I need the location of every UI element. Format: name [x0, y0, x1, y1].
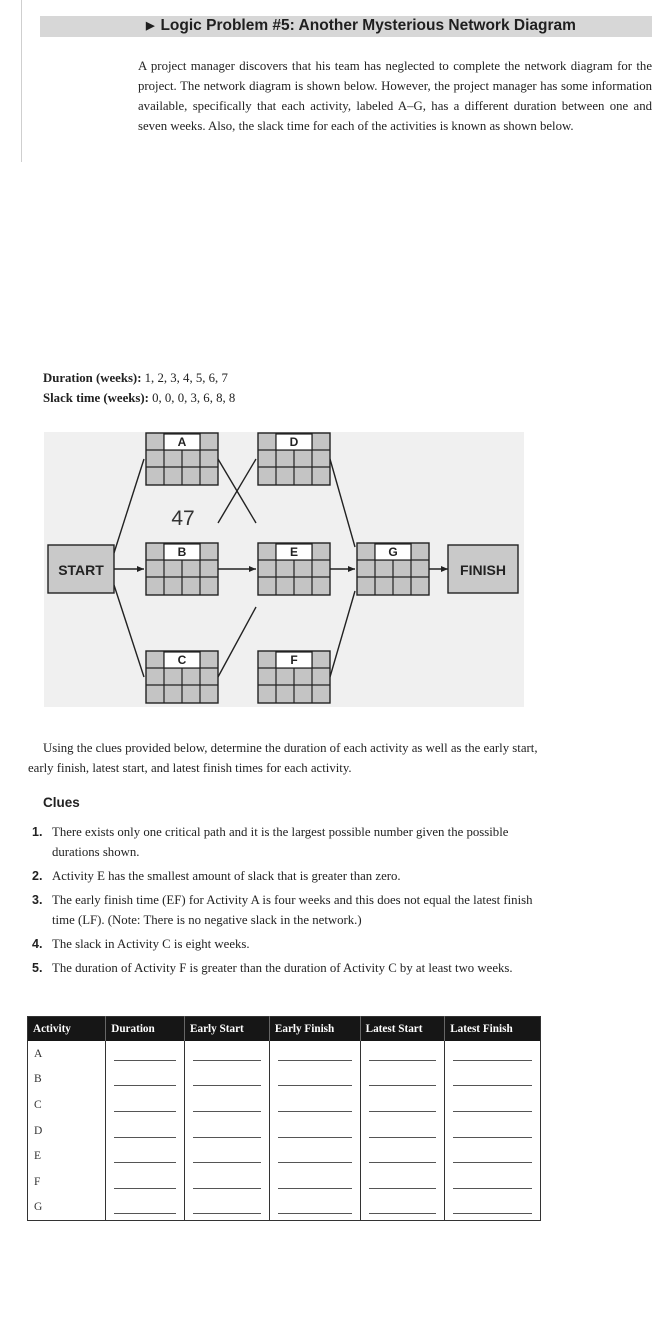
clue-text: There exists only one critical path and it is the largest possible number given the possible durations shown.: [52, 825, 509, 859]
answer-blank[interactable]: [278, 1124, 352, 1138]
activity-cell: B: [34, 1073, 42, 1086]
answer-blank[interactable]: [369, 1200, 437, 1214]
activity-label-b: B: [177, 545, 187, 559]
activity-label-e: E: [289, 545, 299, 559]
answer-cell[interactable]: [360, 1143, 445, 1169]
table-row: [28, 1041, 541, 1067]
column-header: Early Start: [185, 1017, 270, 1042]
question-paragraph: Using the clues provided below, determine the duration of each activity as well as the early start, early finish, latest start, and latest finish times for each activity.: [28, 741, 538, 775]
table-row: [28, 1195, 541, 1221]
answer-cell[interactable]: [106, 1195, 185, 1221]
start-label: START: [58, 562, 104, 578]
answer-blank[interactable]: [369, 1175, 437, 1189]
table-header-row: [28, 1017, 541, 1042]
duration-line: [43, 371, 228, 386]
activity-label-c: C: [177, 653, 187, 667]
column-header: Activity: [28, 1017, 106, 1042]
activity-label-a: A: [177, 435, 187, 449]
answer-cell[interactable]: [445, 1041, 541, 1067]
table-row: [28, 1169, 541, 1195]
answer-cell[interactable]: [360, 1067, 445, 1093]
slack-label: Slack time (weeks):: [43, 391, 149, 405]
slack-values: 0, 0, 0, 3, 6, 8, 8: [152, 391, 236, 405]
answer-cell[interactable]: [185, 1195, 270, 1221]
answer-blank[interactable]: [453, 1047, 532, 1061]
column-header: Duration: [106, 1017, 185, 1042]
answer-blank[interactable]: [114, 1047, 176, 1061]
slack-line: [43, 391, 235, 406]
clue-number: 3.: [32, 893, 43, 907]
activity-node-d: [258, 433, 330, 485]
clues-heading: Clues: [43, 795, 80, 810]
clue-text: Activity E has the smallest amount of slack that is greater than zero.: [52, 869, 401, 883]
answer-cell[interactable]: [269, 1195, 360, 1221]
answer-cell[interactable]: [269, 1118, 360, 1144]
answer-cell[interactable]: [269, 1041, 360, 1067]
answer-blank[interactable]: [369, 1072, 437, 1086]
margin-rule: [21, 0, 22, 162]
table-row: [28, 1067, 541, 1093]
activity-cell: A: [34, 1047, 43, 1060]
duration-values: 1, 2, 3, 4, 5, 6, 7: [144, 371, 228, 385]
answer-cell[interactable]: [185, 1092, 270, 1118]
answer-table: [27, 1016, 541, 1221]
answer-cell[interactable]: [269, 1067, 360, 1093]
clue-number: 1.: [32, 825, 43, 839]
activity-cell: F: [34, 1175, 41, 1188]
duration-label: Duration (weeks):: [43, 371, 142, 385]
clue-text: The slack in Activity C is eight weeks.: [52, 937, 250, 951]
answer-blank[interactable]: [278, 1047, 352, 1061]
answer-blank[interactable]: [193, 1124, 261, 1138]
activity-cell: E: [34, 1150, 42, 1163]
activity-node-b: [146, 543, 218, 595]
clue-item: [32, 866, 542, 886]
activity-node-c: [146, 651, 218, 703]
triangle-bullet-icon: ▶: [146, 20, 155, 32]
answer-cell[interactable]: [360, 1041, 445, 1067]
clue-number: 2.: [32, 869, 43, 883]
finish-label: FINISH: [460, 562, 506, 578]
network-diagram: [44, 432, 524, 707]
answer-cell[interactable]: [185, 1041, 270, 1067]
answer-cell[interactable]: [445, 1143, 541, 1169]
answer-blank[interactable]: [193, 1200, 261, 1214]
activity-cell: C: [34, 1098, 42, 1111]
answer-cell[interactable]: [106, 1041, 185, 1067]
activity-label-f: F: [290, 653, 298, 667]
answer-blank[interactable]: [369, 1124, 437, 1138]
activity-node-a: [146, 433, 218, 485]
clue-number: 5.: [32, 961, 43, 975]
clue-text: The early finish time (EF) for Activity A is four weeks and this does not equal the latest finish time (LF). (Note: There is no negative slack in the network.): [52, 893, 533, 927]
answer-cell[interactable]: [106, 1067, 185, 1093]
activity-node-e: [258, 543, 330, 595]
answer-cell[interactable]: [106, 1143, 185, 1169]
answer-blank[interactable]: [114, 1098, 176, 1112]
answer-blank[interactable]: [278, 1175, 352, 1189]
answer-cell[interactable]: [185, 1118, 270, 1144]
answer-blank[interactable]: [453, 1098, 532, 1112]
answer-blank[interactable]: [369, 1047, 437, 1061]
answer-blank[interactable]: [193, 1072, 261, 1086]
answer-blank[interactable]: [114, 1200, 176, 1214]
answer-cell[interactable]: [106, 1169, 185, 1195]
answer-blank[interactable]: [114, 1175, 176, 1189]
answer-blank[interactable]: [453, 1200, 532, 1214]
answer-cell[interactable]: [185, 1067, 270, 1093]
answer-blank[interactable]: [453, 1175, 532, 1189]
page-title-text: Logic Problem #5: Another Mysterious Network Diagram: [160, 17, 576, 34]
answer-cell[interactable]: [360, 1169, 445, 1195]
answer-cell[interactable]: [445, 1195, 541, 1221]
table-row: [28, 1118, 541, 1144]
answer-cell[interactable]: [185, 1169, 270, 1195]
clue-item: [32, 958, 542, 978]
answer-cell[interactable]: [445, 1092, 541, 1118]
answer-cell[interactable]: [445, 1169, 541, 1195]
column-header: Latest Start: [360, 1017, 445, 1042]
answer-blank[interactable]: [278, 1200, 352, 1214]
answer-blank[interactable]: [278, 1098, 352, 1112]
finish-node: [448, 545, 518, 593]
answer-blank[interactable]: [453, 1072, 532, 1086]
start-node: [48, 545, 114, 593]
answer-blank[interactable]: [453, 1124, 532, 1138]
clue-item: [32, 890, 542, 930]
column-header: Early Finish: [269, 1017, 360, 1042]
answer-cell[interactable]: [106, 1092, 185, 1118]
table-row: [28, 1143, 541, 1169]
activity-label-g: G: [388, 545, 398, 559]
answer-cell[interactable]: [445, 1067, 541, 1093]
answer-blank[interactable]: [278, 1149, 352, 1163]
answer-blank[interactable]: [193, 1047, 261, 1061]
activity-node-g: [357, 543, 429, 595]
activity-cell: G: [34, 1201, 43, 1214]
answer-cell[interactable]: [269, 1092, 360, 1118]
activity-label-d: D: [289, 435, 299, 449]
answer-blank[interactable]: [114, 1149, 176, 1163]
answer-cell[interactable]: [360, 1118, 445, 1144]
answer-cell[interactable]: [106, 1118, 185, 1144]
answer-blank[interactable]: [278, 1072, 352, 1086]
clue-text: The duration of Activity F is greater than the duration of Activity C by at least two weeks.: [52, 961, 513, 975]
diagram-annotation: 47: [171, 507, 195, 530]
clue-item: [32, 822, 542, 862]
table-row: [28, 1092, 541, 1118]
answer-blank[interactable]: [193, 1175, 261, 1189]
activity-cell: D: [34, 1124, 43, 1137]
column-header: Latest Finish: [445, 1017, 541, 1042]
answer-blank[interactable]: [114, 1072, 176, 1086]
answer-blank[interactable]: [369, 1098, 437, 1112]
answer-cell[interactable]: [269, 1143, 360, 1169]
table-body: [28, 1041, 541, 1221]
answer-cell[interactable]: [360, 1092, 445, 1118]
answer-cell[interactable]: [185, 1143, 270, 1169]
clue-number: 4.: [32, 937, 43, 951]
activity-node-f: [258, 651, 330, 703]
answer-cell[interactable]: [360, 1195, 445, 1221]
answer-blank[interactable]: [193, 1098, 261, 1112]
answer-cell[interactable]: [269, 1169, 360, 1195]
answer-blank[interactable]: [369, 1149, 437, 1163]
answer-blank[interactable]: [193, 1149, 261, 1163]
answer-blank[interactable]: [453, 1149, 532, 1163]
answer-cell[interactable]: [445, 1118, 541, 1144]
intro-paragraph: A project manager discovers that his team has neglected to complete the network diagram for the project. The network diagram is shown below. However, the project manager has some information available, specifically that each activity, labeled A–G, has a different duration between one and seven weeks. Also, the slack time for each of the activities is known as shown below.: [138, 59, 652, 133]
clue-item: [32, 934, 542, 954]
answer-blank[interactable]: [114, 1124, 176, 1138]
page-title: [146, 17, 576, 35]
